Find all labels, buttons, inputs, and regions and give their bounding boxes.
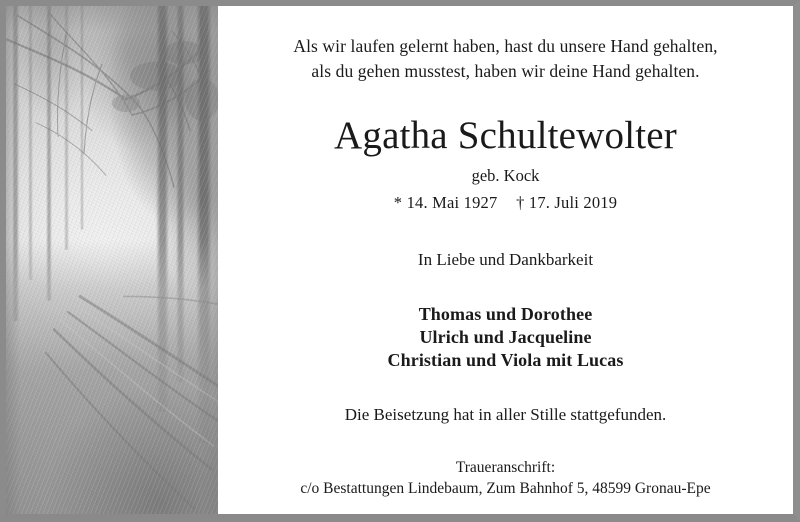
death-date: 17. Juli 2019	[528, 193, 618, 212]
verse-line-2: als du gehen musstest, haben wir deine Hand gehalten.	[311, 61, 700, 81]
address-line: c/o Bestattungen Lindebaum, Zum Bahnhof 5, 48599 Gronau-Epe	[300, 480, 711, 497]
survivor-line: Ulrich und Jacqueline	[419, 327, 592, 347]
photo-vignette-layer	[6, 6, 218, 514]
deceased-name: Agatha Schultewolter	[334, 114, 677, 157]
address-label: Traueranschrift:	[455, 459, 556, 476]
survivors-list	[236, 303, 775, 372]
birth-date: 14. Mai 1927	[406, 193, 498, 212]
obituary-text-panel	[218, 6, 793, 514]
burial-note: Die Beisetzung hat in aller Stille stattgefunden.	[344, 405, 667, 424]
survivor-line: Thomas und Dorothee	[418, 304, 593, 324]
life-dates	[236, 192, 775, 213]
forest-path-photo	[6, 6, 218, 514]
maiden-name: geb. Kock	[471, 166, 540, 185]
birth-symbol: *	[393, 193, 403, 212]
dedication-line: In Liebe und Dankbarkeit	[417, 250, 594, 269]
card-inner	[6, 6, 793, 514]
memorial-verse	[236, 6, 775, 84]
mourning-address	[236, 457, 775, 499]
death-symbol: †	[516, 193, 525, 212]
verse-line-1: Als wir laufen gelernt haben, hast du unsere Hand gehalten,	[293, 36, 718, 56]
survivor-line: Christian und Viola mit Lucas	[387, 350, 624, 370]
